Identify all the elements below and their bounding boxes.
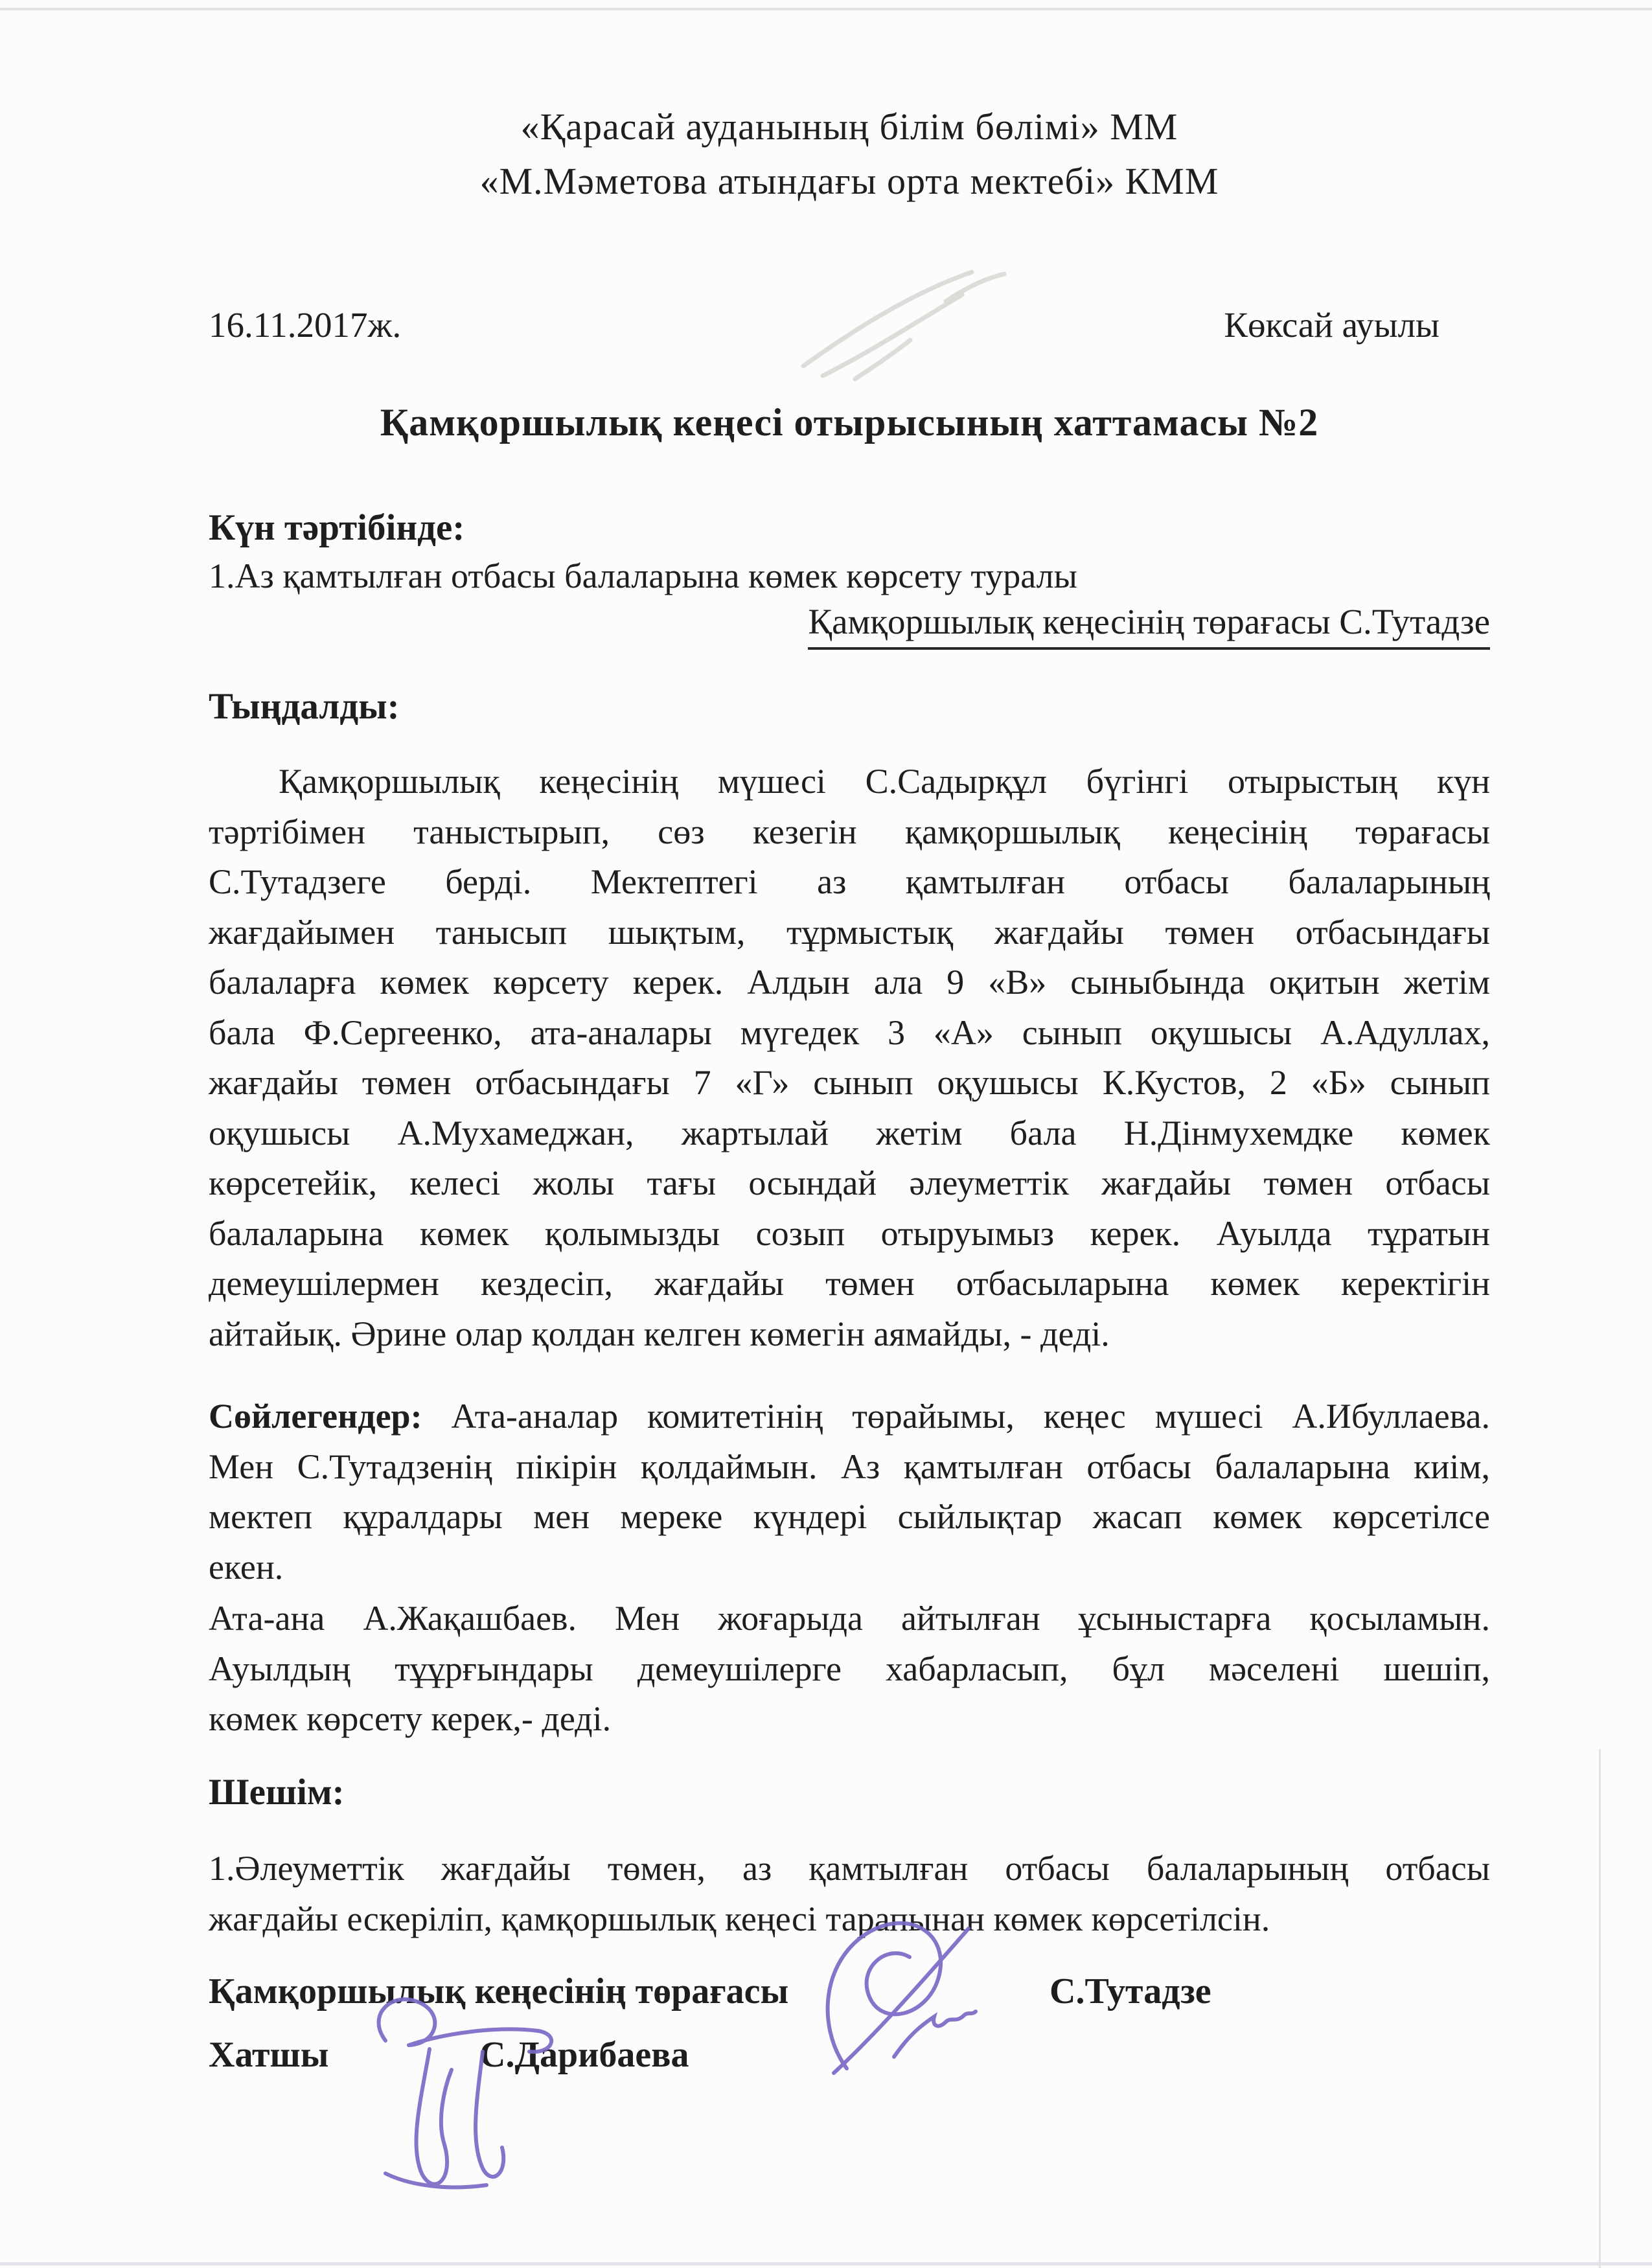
paragraph-line: балаларына көмек қолымызды созып отыруымыз керек. Ауылда тұратын: [209, 1213, 1490, 1253]
speakers-first-line-rest: Ата-аналар комитетінің төрайымы, кеңес мүшесі А.Ибуллаева.: [451, 1397, 1490, 1436]
document-title: Қамқоршылық кеңесі отырысының хаттамасы №2: [380, 401, 1319, 444]
paragraph-line: бала Ф.Сергеенко, ата-аналары мүгедек 3 «А» сынып оқушысы А.Адуллах,: [209, 1013, 1490, 1052]
paragraph-line: оқушысы А.Мухамеджан, жартылай жетім бала Н.Дінмухемдке көмек: [209, 1113, 1490, 1152]
chairman-signature-row: [209, 1971, 1490, 2012]
parent-speech-lines: [209, 1594, 1490, 1694]
paragraph-line: балаларға көмек көрсету керек. Алдын ала 9 «В» сыныбында оқитын жетім: [209, 963, 1490, 1002]
secretary-title: Хатшы: [209, 2035, 329, 2075]
parent-speech-last-line: көмек көрсету керек,- деді.: [209, 1699, 612, 1738]
speakers-first-line: [209, 1392, 1490, 1442]
chairman-title: Қамқоршылық кеңесінің төрағасы: [209, 1971, 789, 2011]
paragraph-line: демеушілермен кездесіп, жағдайы төмен отбасыларына көмек керектігін: [209, 1264, 1490, 1303]
paragraph-line: Ауылдың тұұрғындары демеушілерге хабарласып, бұл мәселені шешіп,: [209, 1649, 1490, 1688]
decision-paragraph-last-line: жағдайы ескеріліп, қамқоршылық кеңесі тарапынан көмек көрсетілсін.: [209, 1899, 1270, 1938]
paragraph-line: Ата-ана А.Жақашбаев. Мен жоғарыда айтылған ұсыныстарға қосыламын.: [209, 1599, 1490, 1638]
paragraph-line: Мен С.Тутадзенің пікірін қолдаймын. Аз қамтылған отбасы балаларына киім,: [209, 1447, 1490, 1486]
heard-heading: Тыңдалды:: [209, 686, 400, 727]
secretary-signature: [347, 1979, 593, 2203]
speakers-paragraph-last-line: екен.: [209, 1547, 284, 1586]
speakers-label: Сөйлегендер:: [209, 1397, 422, 1436]
scan-line-right: [1599, 1749, 1601, 2268]
org-name-line1: «Қарасай ауданының білім бөлімі» ММ: [520, 106, 1178, 148]
paragraph-line: жағдайы төмен отбасындағы 7 «Г» сынып оқушысы К.Кустов, 2 «Б» сынып: [209, 1063, 1490, 1102]
scan-edge-top: [0, 8, 1652, 10]
paragraph-line: тәртібімен таныстырып, сөз кезегін қамқоршылық кеңесінің төрағасы: [209, 812, 1490, 851]
heard-paragraph-last-line: айтайық. Әрине олар қолдан келген көмегін аямайды, - деді.: [209, 1314, 1110, 1353]
paragraph-line: 1.Әлеуметтік жағдайы төмен, аз қамтылған отбасы балаларының отбасы: [209, 1849, 1490, 1888]
scan-edge-bottom: [0, 2262, 1652, 2265]
decision-heading: Шешім:: [209, 1772, 345, 1813]
protocol-date: 16.11.2017ж.: [209, 305, 402, 345]
speakers-paragraph-lines: [209, 1442, 1490, 1542]
decision-paragraph-lines: [209, 1844, 1490, 1894]
secretary-signature-row: [209, 2034, 1490, 2076]
agenda-attribution-row: [209, 601, 1490, 650]
paragraph-line: көрсетейік, келесі жолы тағы осындай әлеуметтік жағдайы төмен отбасы: [209, 1163, 1490, 1202]
secretary-name: С.Дарибаева: [479, 2035, 689, 2075]
org-name-line2: «М.Мәметова атындағы орта мектебі» КММ: [479, 160, 1219, 202]
agenda-heading: Күн тәртібінде:: [209, 507, 465, 548]
agenda-item-1: 1.Аз қамтылған отбасы балаларына көмек көрсету туралы: [209, 556, 1077, 595]
speakers-paragraph: [209, 1392, 1490, 1592]
paragraph-line: Қамқоршылық кеңесінің мүшесі С.Садырқұл бүгінгі отырыстың күн: [279, 762, 1490, 801]
protocol-place: Көксай ауылы: [1224, 305, 1440, 345]
paragraph-line: жағдайымен танысып шықтым, тұрмыстық жағдайы төмен отбасындағы: [209, 912, 1490, 952]
date-place-row: [209, 304, 1490, 345]
heard-paragraph-lines: [209, 757, 1490, 1309]
paragraph-line: мектеп құралдары мен мереке күндері сыйлықтар жасап көмек көрсетілсе: [209, 1497, 1490, 1536]
paragraph-line: С.Тутадзеге берді. Мектептегі аз қамтылған отбасы балаларының: [209, 862, 1490, 901]
agenda-attribution: Қамқоршылық кеңесінің төрағасы С.Тутадзе: [808, 601, 1490, 650]
parent-speech-paragraph: [209, 1594, 1490, 1745]
decision-paragraph: [209, 1844, 1490, 1944]
heard-paragraph: [209, 757, 1490, 1359]
chairman-name: С.Тутадзе: [1050, 1971, 1211, 2011]
